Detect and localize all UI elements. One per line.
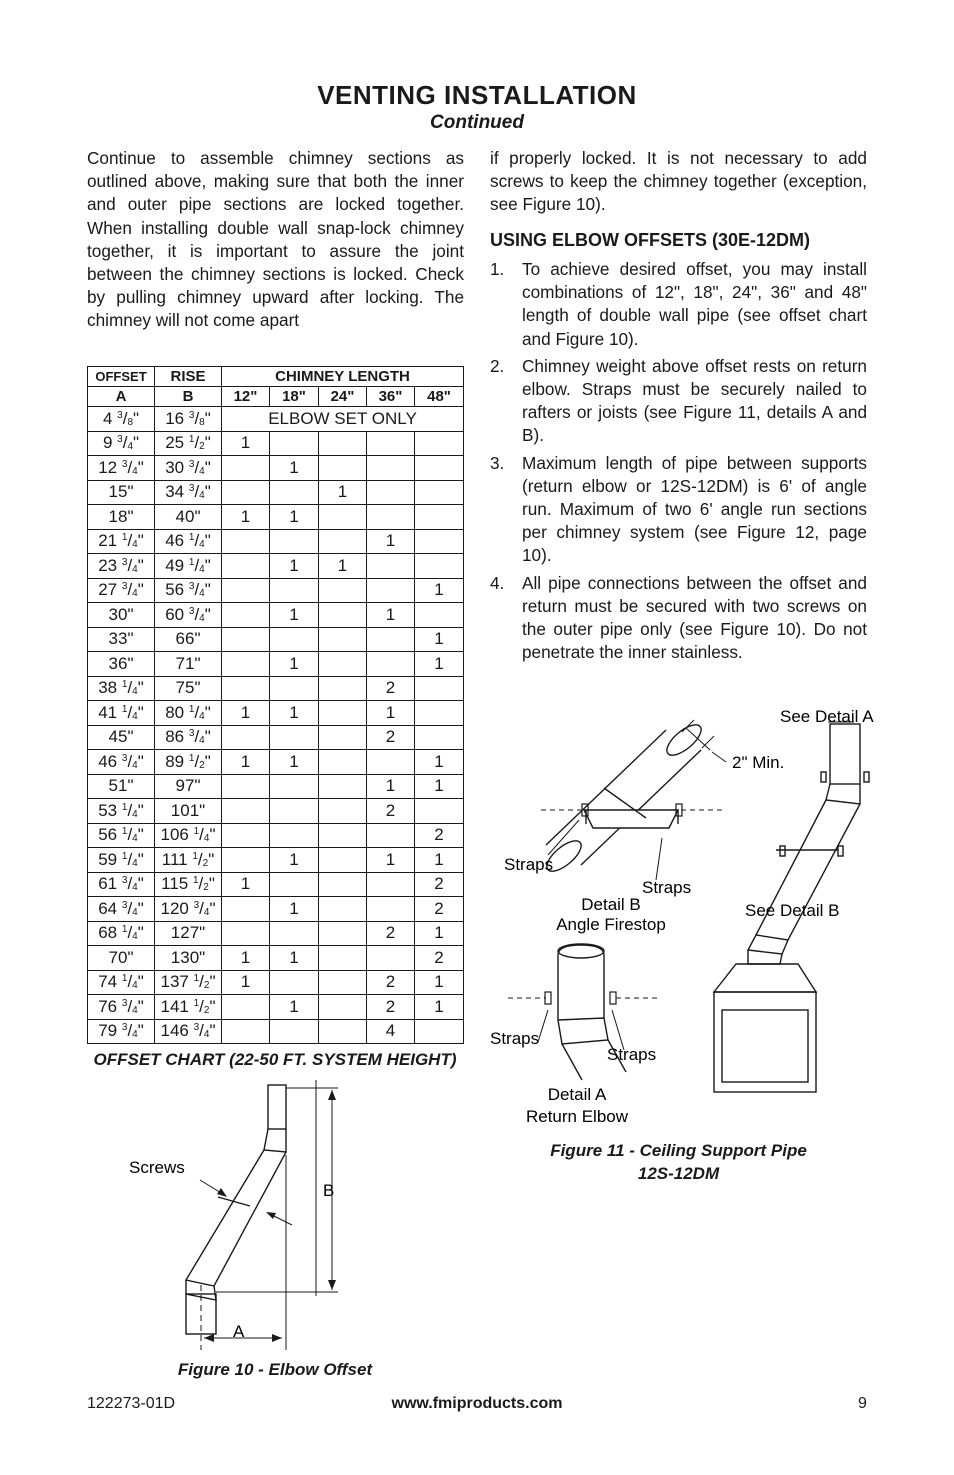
length-count-cell: 1: [270, 652, 319, 677]
length-count-cell: [222, 456, 270, 481]
length-count-cell: 2: [367, 725, 415, 750]
header-chimney-length: CHIMNEY LENGTH: [222, 367, 464, 387]
detail-b-label: Detail B: [581, 895, 641, 914]
length-count-cell: [222, 554, 270, 579]
length-count-cell: [222, 774, 270, 799]
length-count-cell: [415, 529, 464, 554]
length-count-cell: [319, 1019, 367, 1044]
rise-cell: 111 $^1/_2$": [155, 848, 222, 873]
upper-elbow: [264, 1129, 286, 1152]
length-count-cell: [319, 652, 367, 677]
table-row: [88, 529, 464, 554]
length-count-cell: [367, 627, 415, 652]
intro-paragraph: Continue to assemble chimney sections as outlined above, making sure that both the inner and outer pipe sections are locked together. When installing double wall snap-lock chimney together, it is important to assure the joint between the chimney sections is locked. Check by pulling chimney upward after locking. The chimney will not come apart: [87, 148, 464, 331]
page-number: 9: [858, 1395, 867, 1412]
length-count-cell: [415, 554, 464, 579]
offset-cell: 56 $^1/_4$": [88, 823, 155, 848]
header-length-36: 36": [367, 387, 415, 407]
length-count-cell: 1: [367, 848, 415, 873]
length-count-cell: [319, 603, 367, 628]
length-count-cell: [319, 897, 367, 922]
header-a: A: [88, 387, 155, 407]
length-count-cell: 1: [222, 701, 270, 726]
offset-cell: 27 $^3/_4$": [88, 578, 155, 603]
length-count-cell: 1: [415, 652, 464, 677]
table-row: [88, 995, 464, 1020]
table-row: [88, 603, 464, 628]
length-count-cell: [222, 725, 270, 750]
table-row: [88, 652, 464, 677]
length-count-cell: 4: [367, 1019, 415, 1044]
rise-cell: 71": [155, 652, 222, 677]
header-length-12: 12": [222, 387, 270, 407]
table-row: [88, 480, 464, 505]
rise-cell: 80 $^1/_4$": [155, 701, 222, 726]
length-count-cell: [222, 848, 270, 873]
length-count-cell: [270, 725, 319, 750]
rise-cell: 16 $^3/_8$": [155, 407, 222, 432]
table-row: [88, 774, 464, 799]
length-count-cell: 1: [270, 603, 319, 628]
length-count-cell: [415, 431, 464, 456]
see-detail-b-label: See Detail B: [745, 901, 840, 920]
instruction-text: Chimney weight above offset rests on return elbow. Straps must be securely nailed to rafters or joists (see Figure 11, details A and B).: [522, 355, 867, 446]
length-count-cell: 2: [367, 799, 415, 824]
length-count-cell: [270, 676, 319, 701]
instruction-number: 4.: [490, 572, 505, 593]
detail-b-drawing: [541, 720, 726, 880]
pipe-joint: [218, 1197, 250, 1206]
length-count-cell: [222, 603, 270, 628]
table-row: [88, 921, 464, 946]
offset-cell: 53 $^1/_4$": [88, 799, 155, 824]
table-row: [88, 578, 464, 603]
length-count-cell: 1: [415, 995, 464, 1020]
length-count-cell: [367, 431, 415, 456]
table-row: [88, 554, 464, 579]
length-count-cell: [222, 799, 270, 824]
rise-cell: 56 $^3/_4$": [155, 578, 222, 603]
length-count-cell: 1: [415, 578, 464, 603]
table-row: [88, 407, 464, 432]
length-count-cell: [222, 823, 270, 848]
length-count-cell: [222, 921, 270, 946]
table-header-row: [88, 367, 464, 387]
rise-cell: 115 $^1/_2$": [155, 872, 222, 897]
offset-cell: 12 $^3/_4$": [88, 456, 155, 481]
length-count-cell: [222, 652, 270, 677]
length-count-cell: [415, 799, 464, 824]
length-count-cell: [415, 505, 464, 530]
offset-cell: 18": [88, 505, 155, 530]
length-count-cell: 2: [415, 872, 464, 897]
length-count-cell: 1: [270, 701, 319, 726]
rise-cell: 30 $^3/_4$": [155, 456, 222, 481]
length-count-cell: [222, 627, 270, 652]
length-count-cell: [270, 823, 319, 848]
table-row: [88, 701, 464, 726]
length-count-cell: 1: [319, 554, 367, 579]
length-count-cell: [415, 480, 464, 505]
header-b: B: [155, 387, 222, 407]
offset-cell: 15": [88, 480, 155, 505]
table-row: [88, 725, 464, 750]
length-count-cell: [319, 872, 367, 897]
length-count-cell: [270, 799, 319, 824]
offset-cell: 9 $^3/_4$": [88, 431, 155, 456]
table-row: [88, 627, 464, 652]
length-count-cell: [415, 725, 464, 750]
elbow-set-only-cell: ELBOW SET ONLY: [222, 407, 464, 432]
length-count-cell: 1: [222, 431, 270, 456]
offset-cell: 38 $^1/_4$": [88, 676, 155, 701]
section-heading: USING ELBOW OFFSETS (30E-12DM): [490, 230, 811, 250]
offset-cell: 46 $^3/_4$": [88, 750, 155, 775]
length-count-cell: [319, 799, 367, 824]
length-count-cell: 2: [367, 676, 415, 701]
length-count-cell: [270, 872, 319, 897]
length-count-cell: [367, 872, 415, 897]
length-count-cell: 1: [270, 946, 319, 971]
offset-cell: 36": [88, 652, 155, 677]
rise-cell: 89 $^1/_2$": [155, 750, 222, 775]
rise-cell: 130": [155, 946, 222, 971]
table-subheader-row: [88, 387, 464, 407]
table-row: [88, 897, 464, 922]
length-count-cell: 1: [367, 774, 415, 799]
instruction-text: All pipe connections between the offset and return must be secured with two screws on the outer pipe only (see Figure 10). Do not penetrate the inner stainless.: [522, 572, 867, 663]
length-count-cell: [270, 627, 319, 652]
rise-cell: 75": [155, 676, 222, 701]
see-detail-a-label: See Detail A: [780, 707, 874, 726]
length-count-cell: 1: [270, 750, 319, 775]
offset-cell: 79 $^3/_4$": [88, 1019, 155, 1044]
length-count-cell: 2: [415, 897, 464, 922]
length-count-cell: [367, 823, 415, 848]
rise-cell: 40": [155, 505, 222, 530]
figure-11-caption-line-1: Figure 11 - Ceiling Support Pipe: [550, 1141, 807, 1160]
length-count-cell: [319, 627, 367, 652]
length-count-cell: 1: [415, 627, 464, 652]
length-count-cell: 1: [367, 701, 415, 726]
table-row: [88, 676, 464, 701]
length-count-cell: 2: [367, 970, 415, 995]
length-count-cell: [319, 701, 367, 726]
length-count-cell: 1: [367, 529, 415, 554]
length-count-cell: [319, 946, 367, 971]
length-count-cell: [319, 848, 367, 873]
length-count-cell: [319, 970, 367, 995]
length-count-cell: [270, 921, 319, 946]
instruction-text: To achieve desired offset, you may install combinations of 12", 18", 24", 36" and 48" length of double wall pipe (see offset chart and Figure 10).: [522, 259, 867, 349]
rise-cell: 106 $^1/_4$": [155, 823, 222, 848]
rise-cell: 101": [155, 799, 222, 824]
offset-chart-table: [87, 366, 464, 1044]
rise-cell: 141 $^1/_2$": [155, 995, 222, 1020]
length-count-cell: 1: [415, 774, 464, 799]
length-count-cell: [222, 676, 270, 701]
length-count-cell: [319, 505, 367, 530]
length-count-cell: [319, 774, 367, 799]
length-count-cell: [319, 456, 367, 481]
header-length-18: 18": [270, 387, 319, 407]
figure-10-caption: Figure 10 - Elbow Offset: [177, 1360, 373, 1379]
website-link[interactable]: www.fmiproducts.com: [391, 1395, 563, 1412]
length-count-cell: 1: [222, 505, 270, 530]
length-count-cell: [319, 750, 367, 775]
instruction-number: 3.: [490, 452, 505, 473]
length-count-cell: 1: [270, 995, 319, 1020]
length-count-cell: [270, 774, 319, 799]
length-count-cell: [367, 554, 415, 579]
length-count-cell: [270, 480, 319, 505]
page-subtitle: Continued: [430, 112, 524, 133]
rise-cell: 86 $^3/_4$": [155, 725, 222, 750]
table-row: [88, 431, 464, 456]
length-count-cell: 1: [270, 456, 319, 481]
length-count-cell: 1: [270, 897, 319, 922]
figure-11-caption-line-2: 12S-12DM: [637, 1164, 720, 1183]
table-row: [88, 799, 464, 824]
length-count-cell: [270, 578, 319, 603]
table-row: [88, 505, 464, 530]
rise-cell: 34 $^3/_4$": [155, 480, 222, 505]
length-count-cell: 1: [222, 946, 270, 971]
offset-cell: 59 $^1/_4$": [88, 848, 155, 873]
length-count-cell: [367, 750, 415, 775]
instruction-number: 2.: [490, 355, 505, 376]
length-count-cell: [367, 505, 415, 530]
length-count-cell: [270, 970, 319, 995]
length-count-cell: [367, 946, 415, 971]
rise-cell: 146 $^3/_4$": [155, 1019, 222, 1044]
return-elbow-label: Return Elbow: [525, 1107, 629, 1126]
screws-label: Screws: [129, 1158, 185, 1177]
rise-cell: 60 $^3/_4$": [155, 603, 222, 628]
header-rise: RISE: [155, 367, 222, 387]
instruction-list: [490, 258, 867, 668]
length-count-cell: 1: [222, 872, 270, 897]
length-count-cell: 1: [270, 505, 319, 530]
dimension-b-label: B: [323, 1181, 335, 1200]
upper-pipe: [268, 1085, 286, 1129]
offset-cell: 74 $^1/_4$": [88, 970, 155, 995]
straps-label-a-right: Straps: [607, 1045, 657, 1064]
length-count-cell: [319, 995, 367, 1020]
rise-cell: 97": [155, 774, 222, 799]
length-count-cell: 1: [415, 750, 464, 775]
header-length-48: 48": [415, 387, 464, 407]
length-count-cell: [367, 456, 415, 481]
length-count-cell: [222, 897, 270, 922]
header-length-24: 24": [319, 387, 367, 407]
rise-cell: 137 $^1/_2$": [155, 970, 222, 995]
document-number: 122273-01D: [87, 1395, 176, 1412]
length-count-cell: 1: [270, 554, 319, 579]
instruction-item: [490, 452, 867, 568]
offset-cell: 4 $^3/_8$": [88, 407, 155, 432]
rise-cell: 25 $^1/_2$": [155, 431, 222, 456]
table-row: [88, 823, 464, 848]
length-count-cell: [222, 529, 270, 554]
figure-10-elbow-offset: [120, 1080, 360, 1350]
length-count-cell: [222, 1019, 270, 1044]
length-count-cell: [319, 676, 367, 701]
rise-cell: 66": [155, 627, 222, 652]
length-count-cell: [319, 823, 367, 848]
table-row: [88, 848, 464, 873]
offset-cell: 70": [88, 946, 155, 971]
table-row: [88, 970, 464, 995]
length-count-cell: 2: [415, 823, 464, 848]
length-count-cell: [367, 578, 415, 603]
length-count-cell: [415, 1019, 464, 1044]
length-count-cell: [222, 578, 270, 603]
figure-11-ceiling-support: [486, 700, 896, 1140]
instruction-item: [490, 258, 867, 351]
table-row: [88, 1019, 464, 1044]
offset-chart-caption: OFFSET CHART (22-50 FT. SYSTEM HEIGHT): [93, 1050, 457, 1069]
instruction-number: 1.: [490, 259, 505, 279]
dimension-a-label: A: [233, 1322, 245, 1341]
offset-cell: 45": [88, 725, 155, 750]
length-count-cell: [270, 1019, 319, 1044]
straps-label-b-right: Straps: [642, 878, 692, 897]
length-count-cell: 1: [415, 848, 464, 873]
length-count-cell: [222, 480, 270, 505]
length-count-cell: 1: [415, 970, 464, 995]
straps-label-b-left: Straps: [504, 855, 554, 874]
offset-cell: 61 $^3/_4$": [88, 872, 155, 897]
length-count-cell: [319, 578, 367, 603]
offset-cell: 21 $^1/_4$": [88, 529, 155, 554]
length-count-cell: 1: [222, 970, 270, 995]
min-clearance-label: 2" Min.: [732, 753, 785, 772]
rise-cell: 127": [155, 921, 222, 946]
length-count-cell: 2: [367, 921, 415, 946]
header-offset: OFFSET: [88, 367, 155, 387]
length-count-cell: [367, 652, 415, 677]
instruction-text: Maximum length of pipe between supports (return elbow or 12S-12DM) is 6' of angle run. Maximum of two 6' angle run sections per chimney system (see Figure 12, page 10).: [522, 452, 867, 566]
length-count-cell: [415, 456, 464, 481]
continued-paragraph: if properly locked. It is not necessary to add screws to keep the chimney together (exception, see Figure 10).: [490, 148, 867, 215]
offset-cell: 51": [88, 774, 155, 799]
length-count-cell: [319, 921, 367, 946]
offset-cell: 30": [88, 603, 155, 628]
table-row: [88, 456, 464, 481]
detail-a-label: Detail A: [547, 1085, 607, 1104]
rise-cell: 49 $^1/_4$": [155, 554, 222, 579]
offset-cell: 41 $^1/_4$": [88, 701, 155, 726]
offset-cell: 64 $^3/_4$": [88, 897, 155, 922]
length-count-cell: 1: [319, 480, 367, 505]
straps-label-a-left: Straps: [490, 1029, 540, 1048]
length-count-cell: [319, 431, 367, 456]
length-count-cell: 1: [367, 603, 415, 628]
length-count-cell: 1: [222, 750, 270, 775]
table-row: [88, 946, 464, 971]
length-count-cell: 1: [270, 848, 319, 873]
rise-cell: 46 $^1/_4$": [155, 529, 222, 554]
length-count-cell: [367, 480, 415, 505]
offset-cell: 76 $^3/_4$": [88, 995, 155, 1020]
table-row: [88, 750, 464, 775]
angled-pipe: [186, 1150, 286, 1286]
angle-firestop-label: Angle Firestop: [556, 915, 666, 934]
length-count-cell: [367, 897, 415, 922]
length-count-cell: [319, 529, 367, 554]
offset-cell: 23 $^3/_4$": [88, 554, 155, 579]
length-count-cell: [222, 995, 270, 1020]
length-count-cell: [270, 529, 319, 554]
instruction-item: [490, 572, 867, 665]
page-title: VENTING INSTALLATION: [317, 80, 637, 110]
instruction-item: [490, 355, 867, 448]
offset-cell: 68 $^1/_4$": [88, 921, 155, 946]
length-count-cell: 2: [367, 995, 415, 1020]
length-count-cell: [415, 701, 464, 726]
length-count-cell: 2: [415, 946, 464, 971]
table-row: [88, 872, 464, 897]
length-count-cell: [415, 603, 464, 628]
rise-cell: 120 $^3/_4$": [155, 897, 222, 922]
length-count-cell: [270, 431, 319, 456]
length-count-cell: [319, 725, 367, 750]
offset-cell: 33": [88, 627, 155, 652]
length-count-cell: 1: [415, 921, 464, 946]
length-count-cell: [415, 676, 464, 701]
